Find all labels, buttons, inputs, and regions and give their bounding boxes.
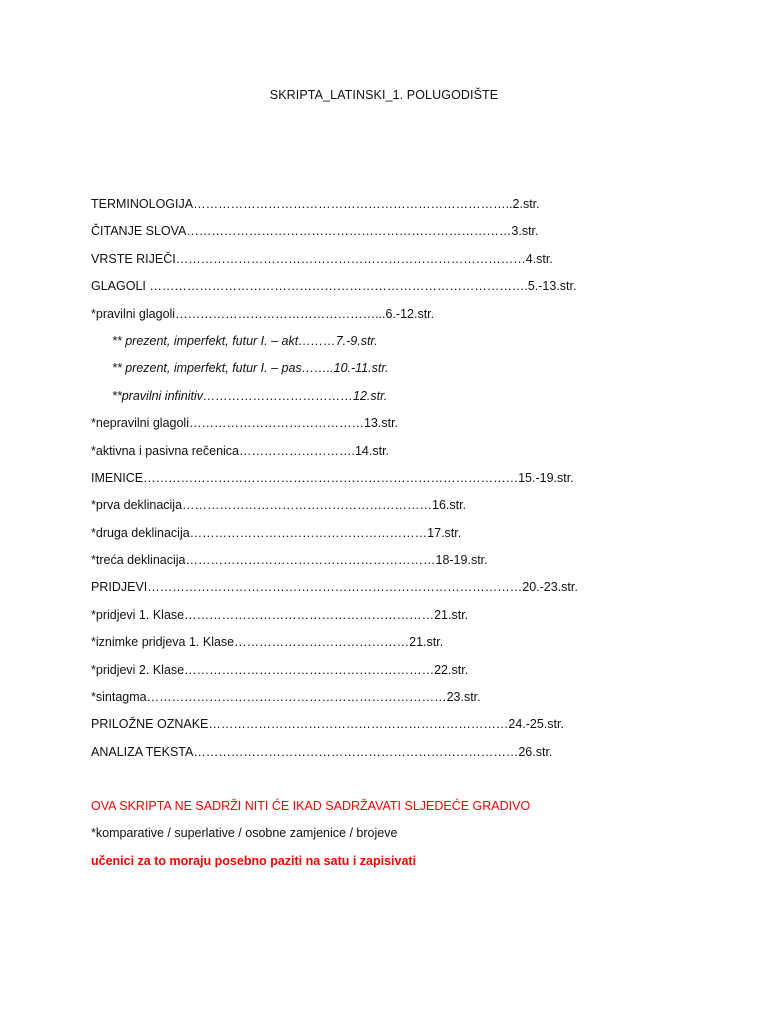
toc-subitem-pravilni-infinitiv: **pravilni infinitiv………………………………12.str. <box>112 388 388 403</box>
toc-item-pridjevi: PRIDJEVI………………………………………………………………………………20.-23.str. <box>91 580 578 595</box>
toc-item-iznimke-pridjeva: *iznimke pridjeva 1. Klase……………………………………21.str. <box>91 635 444 650</box>
toc-item-pridjevi-2-klase: *pridjevi 2. Klase……………………………………………………22.str. <box>91 662 469 677</box>
table-of-contents <box>91 194 711 769</box>
excluded-topics: *komparative / superlative / osobne zamjenice / brojeve <box>91 826 398 841</box>
toc-item-aktivna-pasivna-recenica: *aktivna i pasivna rečenica……………………….14.str. <box>91 443 390 458</box>
student-instruction: učenici za to moraju posebno paziti na satu i zapisivati <box>91 853 417 868</box>
toc-item-terminologija: TERMINOLOGIJA…………………………………………………………………..2.str. <box>91 197 540 211</box>
warning-notice: OVA SKRIPTA NE SADRŽI NITI ĆE IKAD SADRŽAVATI SLJEDEĆE GRADIVO <box>91 799 531 813</box>
toc-item-citanje-slova: ČITANJE SLOVA……………………………………………………………………3.str. <box>91 224 539 239</box>
toc-item-pravilni-glagoli: *pravilni glagoli…………………………………………...6.-12.str. <box>91 306 435 321</box>
document-title: SKRIPTA_LATINSKI_1. POLUGODIŠTE <box>269 88 499 102</box>
toc-item-imenice: IMENICE………………………………………………………………………………15.-19.str. <box>91 470 574 485</box>
toc-item-pridjevi-1-klase: *pridjevi 1. Klase……………………………………………………21.str. <box>91 607 469 622</box>
toc-subitem-aktiv: ** prezent, imperfekt, futur I. – akt………7.-9.str. <box>112 333 378 348</box>
toc-item-prva-deklinacija: *prva deklinacija……………………………………………………16.str. <box>91 498 467 513</box>
toc-item-treca-deklinacija: *treća deklinacija……………………………………………………18-19.str. <box>91 553 488 568</box>
toc-subitem-pasiv: ** prezent, imperfekt, futur I. – pas……..10.-11.str. <box>112 361 389 376</box>
toc-item-nepravilni-glagoli: *nepravilni glagoli……………………………………13.str. <box>91 416 399 431</box>
toc-item-sintagma: *sintagma………………………………………………………………23.str. <box>91 690 481 705</box>
toc-item-analiza-teksta: ANALIZA TEKSTA……………………………………………………………………26.str. <box>91 744 553 759</box>
toc-item-druga-deklinacija: *druga deklinacija…………………………………………………17.str. <box>91 525 462 540</box>
toc-item-glagoli: GLAGOLI ……………………………………………………………………………….5.-13.str. <box>91 279 577 294</box>
notes-section <box>91 796 711 878</box>
toc-item-vrste-rijeci: VRSTE RIJEČI…………………………………………………………………………4.str. <box>91 251 553 266</box>
toc-item-prilozne-oznake: PRILOŽNE OZNAKE………………………………………………………………24.-25.str. <box>91 717 564 732</box>
